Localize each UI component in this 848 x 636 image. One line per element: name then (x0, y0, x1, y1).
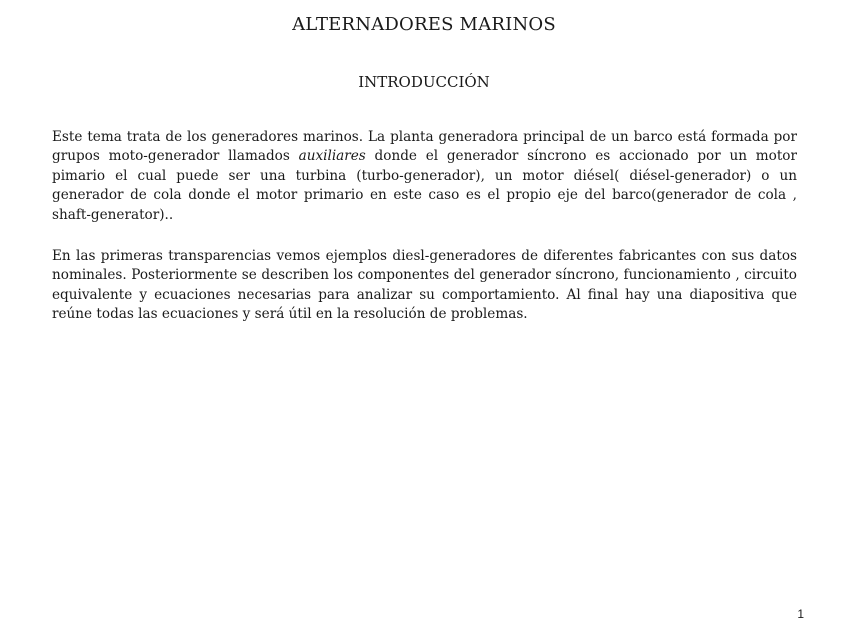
intro-paragraph-text-start: Este tema trata de los generadores marinos. La planta generadora principal de un barco está formada por grupos moto-generador llamados (52, 129, 797, 165)
section-heading-text: INTRODUCCIÓN (358, 73, 490, 91)
overview-paragraph: En las primeras transparencias vemos ejemplos diesl-generadores de diferentes fabricantes con sus datos nominales. Posteriormente se describen los componentes del generador síncrono, funcionamiento , circuito equivalente y ecuaciones necesarias para analizar su comportamiento. Al final hay una diapositiva que reúne todas las ecuaciones y será útil en la resolución de problemas. (52, 248, 797, 323)
intro-paragraph (52, 128, 797, 225)
intro-paragraph-italic-term: auxiliares (298, 148, 366, 165)
document-title: ALTERNADORES MARINOS (292, 14, 556, 35)
intro-paragraph-text-end: donde el generador síncrono es accionado por un motor pimario el cual puede ser una turbina (turbo-generador), un motor diésel( diésel-generador) o un generador de cola donde el motor primario en este caso es el propio eje del barco(generador de cola , shaft-generator).. (52, 148, 797, 223)
section-heading (0, 73, 796, 91)
page-number: 1 (797, 607, 804, 621)
